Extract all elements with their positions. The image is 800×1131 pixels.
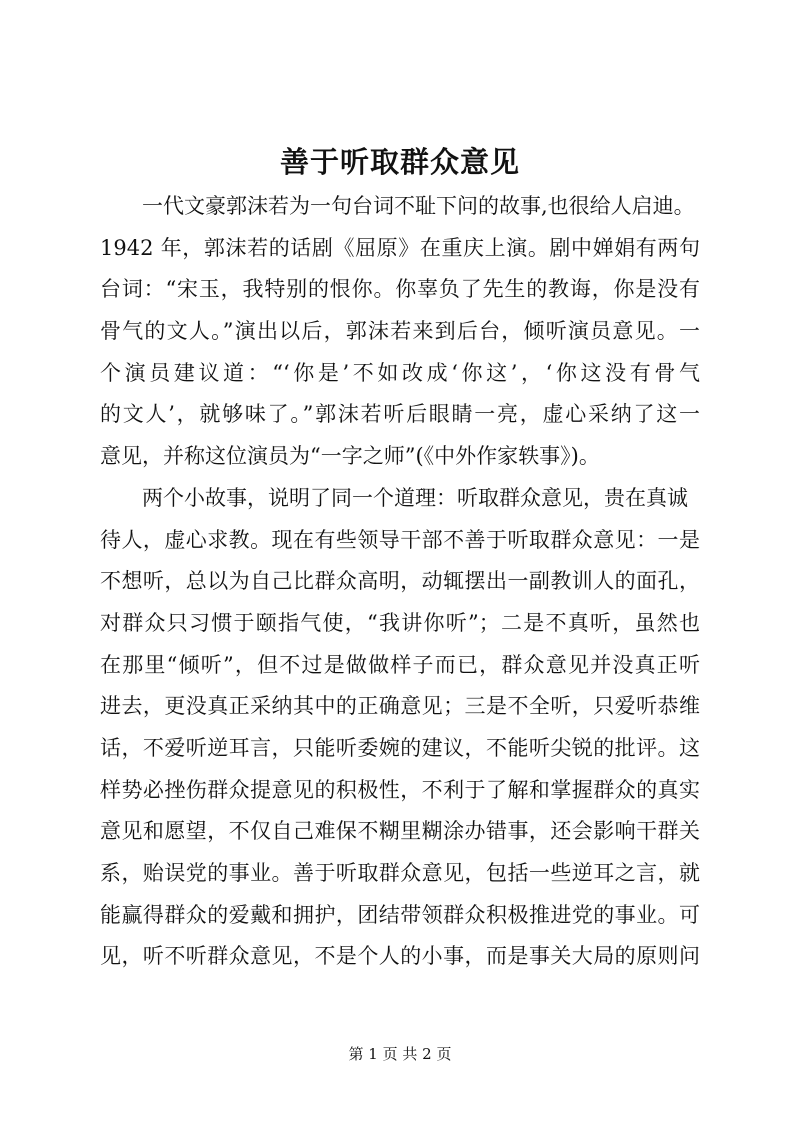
paragraph-line: 个演员建议道：“‘你是’不如改成‘你这’，‘你这没有骨气 bbox=[100, 360, 700, 385]
body-text bbox=[100, 186, 700, 978]
paragraph-line: 待人，虚心求教。现在有些领导干部不善于听取群众意见：一是 bbox=[100, 527, 700, 552]
paragraph-line: 台词：“宋玉，我特别的恨你。你辜负了先生的教诲，你是没有 bbox=[100, 277, 700, 302]
paragraph-line: 见，听不听群众意见，不是个人的小事，而是事关大局的原则问 bbox=[100, 944, 700, 969]
paragraph-line: 意见和愿望，不仅自己难保不糊里糊涂办错事，还会影响干群关 bbox=[100, 819, 700, 844]
paragraph-line: 一代文豪郭沫若为一句台词不耻下问的故事,也很给人启迪。 bbox=[142, 194, 695, 218]
paragraph-line: 骨气的文人。”演出以后，郭沫若来到后台，倾听演员意见。一 bbox=[100, 319, 700, 344]
paragraph-line: 样势必挫伤群众提意见的积极性，不利于了解和掌握群众的真实 bbox=[100, 777, 700, 802]
paragraph-line: 进去，更没真正采纳其中的正确意见；三是不全听，只爱听恭维 bbox=[100, 694, 700, 719]
paragraph-line: 系，贻误党的事业。善于听取群众意见，包括一些逆耳之言，就 bbox=[100, 861, 700, 885]
paragraph-line: 的文人’，就够味了。”郭沫若听后眼睛一亮，虚心采纳了这一 bbox=[100, 402, 700, 427]
paragraph-line: 意见，并称这位演员为“一字之师”(《中外作家轶事》)。 bbox=[100, 444, 600, 469]
page-title: 善于听取群众意见 bbox=[279, 145, 520, 179]
paragraph-line: 两个小故事，说明了同一个道理：听取群众意见，贵在真诚 bbox=[142, 485, 688, 510]
paragraph-line: 1942 年，郭沫若的话剧《屈原》在重庆上演。剧中婵娟有两句 bbox=[100, 235, 700, 260]
paragraph-line: 在那里“倾听”，但不过是做做样子而已，群众意见并没真正听 bbox=[100, 652, 700, 677]
page-number: 第 1 页 共 2 页 bbox=[348, 1045, 452, 1063]
paragraph-line: 对群众只习惯于颐指气使，“我讲你听”；二是不真听，虽然也 bbox=[100, 610, 700, 635]
paragraph-line: 话，不爱听逆耳言，只能听委婉的建议，不能听尖锐的批评。这 bbox=[100, 735, 700, 760]
paragraph-line: 能赢得群众的爱戴和拥护，团结带领群众积极推进党的事业。可 bbox=[100, 902, 700, 927]
paragraph-line: 不想听，总以为自己比群众高明，动辄摆出一副教训人的面孔， bbox=[100, 569, 700, 594]
